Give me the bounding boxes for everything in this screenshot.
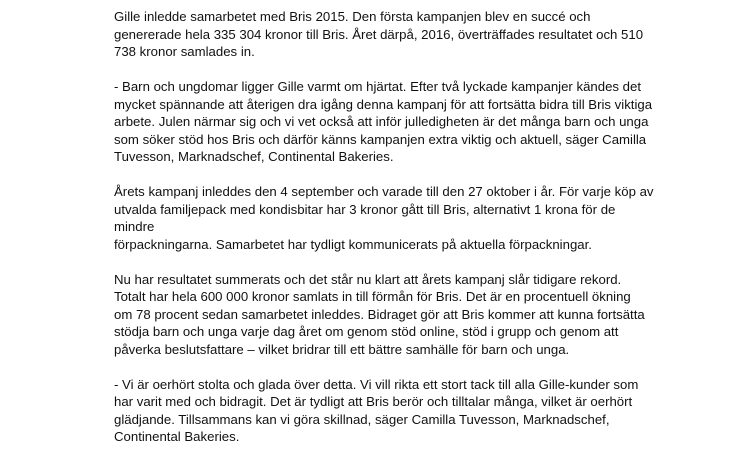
paragraph-intro: Gille inledde samarbetet med Bris 2015. Den första kampanjen blev en succé och genererade hela 335 304 kronor till Bris. Året därpå, 2016, överträffades resultatet och 510 738 kronor samlades in. bbox=[114, 9, 644, 59]
paragraph-quote-1: - Barn och ungdomar ligger Gille varmt om hjärtat. Efter två lyckade kampanjer kändes det mycket spännande att återigen dra igång denna kampanj för att fortsätta bidra till Bris viktiga arbete. Julen närmar sig och vi vet också att inför julledigheten är det många barn och unga som söker stöd hos Bris och därför känns kampanjen extra viktig och aktuell, säger Camilla Tuvesson, Marknadschef, Continental Bakeries. bbox=[114, 79, 653, 164]
paragraph-campaign: Årets kampanj inleddes den 4 september och varade till den 27 oktober i år. För varje köp av utvalda familjepack med kondisbitar har 3 kronor gått till Bris, alternativt 1 krona för de mindre förpackningarna. Samarbetet har tydligt kommunicerats på aktuella förpackningar. bbox=[114, 184, 654, 252]
document-body bbox=[114, 8, 654, 463]
paragraph-result: Nu har resultatet summerats och det står nu klart att årets kampanj slår tidigare rekord. Totalt har hela 600 000 kronor samlats in till förmån för Bris. Det är en procentuell ökning om 78 procent sedan samarbetet inleddes. Bidraget gör att Bris kommer att kunna fortsätta stödja barn och unga varje dag året om genom stöd online, stöd i grupp och genom att påverka beslutsfattare – vilket bridrar till ett bättre samhälle för barn och unga. bbox=[114, 271, 645, 357]
paragraph-quote-2: - Vi är oerhört stolta och glada över detta. Vi vill rikta ett stort tack till alla Gille-kunder som har varit med och bidragit. Det är tydligt att Bris berör och tilltalar många, vilket är oerhört glädjande. Tillsammans kan vi göra skillnad, säger Camilla Tuvesson, Marknadschef, Continental Bakeries. bbox=[114, 376, 639, 444]
